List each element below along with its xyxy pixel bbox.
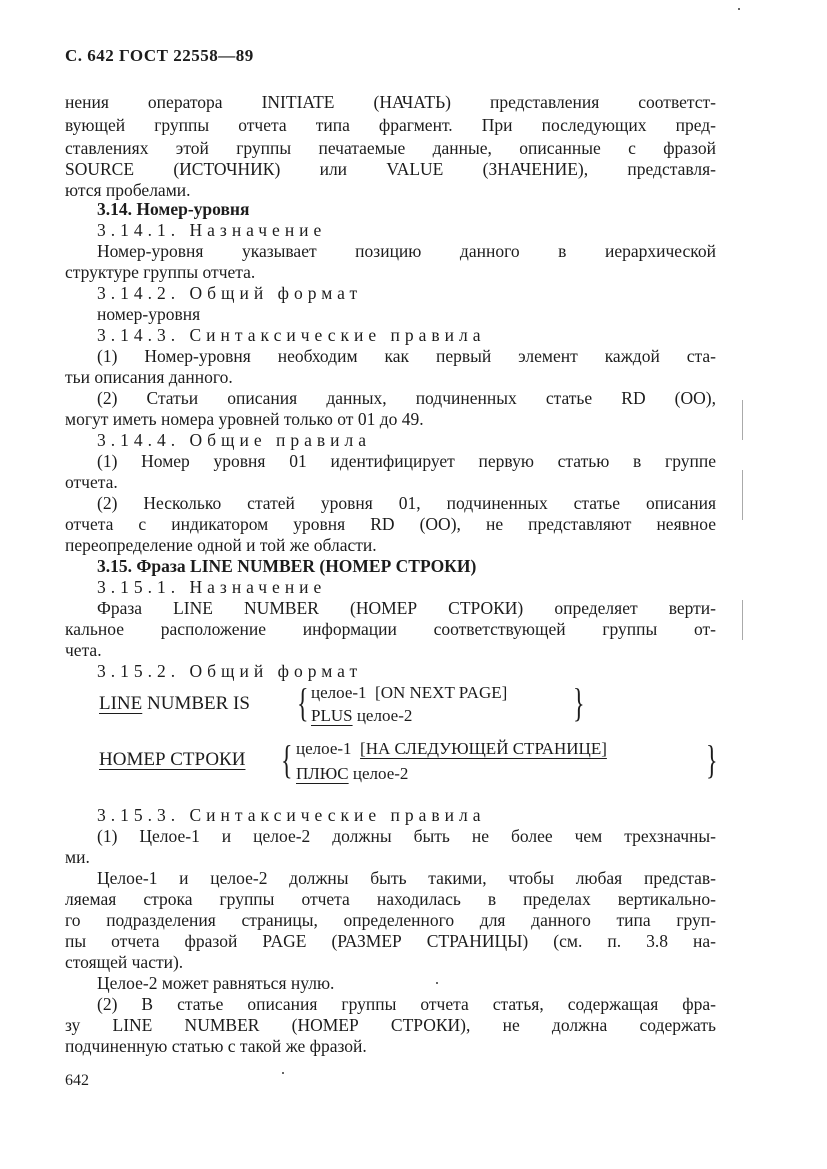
body-line: ми.	[65, 847, 90, 867]
scan-edge-mark	[742, 600, 743, 640]
format-ru-plus: ПЛЮС	[296, 764, 349, 783]
body-line: (2) Несколько статей уровня 01, подчиненных статье описания	[97, 493, 716, 513]
body-line: Целое-1 и целое-2 должны быть такими, чтобы любая представ-	[97, 868, 716, 888]
body-line: тьи описания данного.	[65, 367, 233, 387]
body-line: ются пробелами.	[65, 180, 191, 200]
body-line: (1) Номер уровня 01 идентифицирует первую статью в группе	[97, 451, 716, 471]
scan-edge-mark	[742, 470, 743, 520]
body-line: ляемая строка группы отчета находилась в пределах вертикально-	[65, 889, 716, 909]
scan-speck	[282, 1072, 284, 1074]
body-line: (1) Номер-уровня необходим как первый элемент каждой ста-	[97, 346, 716, 366]
body-line: отчета с индикатором уровня RD (ОО), не представляют неявное	[65, 514, 716, 534]
format-en-plus: PLUS	[311, 706, 353, 725]
body-line: Фраза LINE NUMBER (НОМЕР СТРОКИ) определяет верти-	[97, 598, 716, 618]
format-ru-option2	[296, 764, 408, 784]
right-brace: }	[573, 680, 585, 725]
subsection-heading: 3.14.1. Назначение	[97, 220, 327, 240]
format-en-int2: целое-2	[352, 706, 413, 725]
subsection-heading: 3.14.4. Общие правила	[97, 430, 372, 450]
format-en-line-kw: LINE	[99, 693, 143, 714]
body-line: номер-уровня	[97, 304, 201, 324]
format-en-bracket: [ON NEXT PAGE]	[375, 683, 508, 702]
body-line: Целое-2 может равняться нулю.	[97, 973, 335, 993]
left-brace: {	[297, 680, 309, 725]
subsection-heading: 3.15.1. Назначение	[97, 577, 327, 597]
body-line: Номер-уровня указывает позицию данного в иерархической	[97, 241, 716, 261]
body-line: вующей группы отчета типа фрагмент. При последующих пред-	[65, 115, 716, 135]
format-en-keyword	[99, 693, 250, 715]
left-brace: {	[281, 737, 293, 782]
format-en-int1: целое-1	[311, 683, 367, 702]
format-ru-keyword: НОМЕР СТРОКИ	[99, 749, 246, 770]
body-line: переопределение одной и той же области.	[65, 535, 377, 555]
section-heading: 3.14. Номер-уровня	[97, 199, 250, 219]
body-line: чета.	[65, 640, 102, 660]
scan-speck	[436, 982, 438, 984]
body-line: кальное расположение информации соответствующей группы от-	[65, 619, 716, 639]
format-ru-int1: целое-1	[296, 739, 352, 758]
body-line: могут иметь номера уровней только от 01 до 49.	[65, 409, 424, 429]
body-line: отчета.	[65, 472, 118, 492]
body-line: (1) Целое-1 и целое-2 должны быть не более чем трехзначны-	[97, 826, 716, 846]
body-line: (2) Статьи описания данных, подчиненных статье RD (ОО),	[97, 388, 716, 408]
body-line: SOURCE (ИСТОЧНИК) или VALUE (ЗНАЧЕНИЕ), представля-	[65, 159, 716, 179]
subsection-heading: 3.15.2. Общий формат	[97, 661, 363, 681]
subsection-heading: 3.14.3. Синтаксические правила	[97, 325, 486, 345]
right-brace: }	[706, 737, 718, 782]
format-ru-int2: целое-2	[348, 764, 409, 783]
body-line: стоящей части).	[65, 952, 184, 972]
section-heading: 3.15. Фраза LINE NUMBER (НОМЕР СТРОКИ)	[97, 556, 477, 576]
body-line: нения оператора INITIATE (НАЧАТЬ) представления соответст-	[65, 92, 716, 112]
format-ru-option1	[296, 739, 607, 759]
body-line: структуре группы отчета.	[65, 262, 256, 282]
body-line: го подразделения страницы, определенного для данного типа груп-	[65, 910, 716, 930]
subsection-heading: 3.15.3. Синтаксические правила	[97, 805, 486, 825]
page-number: 642	[65, 1072, 89, 1089]
body-line: ставлениях этой группы печатаемые данные, описанные с фразой	[65, 138, 716, 158]
body-line: пы отчета фразой PAGE (РАЗМЕР СТРАНИЦЫ) (см. п. 3.8 на-	[65, 931, 716, 951]
format-ru-bracket: [НА СЛЕДУЮЩЕЙ СТРАНИЦЕ]	[360, 739, 607, 758]
format-en-rest: NUMBER IS	[142, 693, 250, 714]
format-en-option2	[311, 706, 412, 726]
format-en-option1	[311, 683, 507, 703]
subsection-heading: 3.14.2. Общий формат	[97, 283, 363, 303]
scan-edge-mark	[742, 400, 743, 440]
scan-speck	[738, 8, 740, 10]
body-line: зу LINE NUMBER (НОМЕР СТРОКИ), не должна содержать	[65, 1015, 716, 1035]
body-line: (2) В статье описания группы отчета статья, содержащая фра-	[97, 994, 716, 1014]
body-line: подчиненную статью с такой же фразой.	[65, 1036, 367, 1056]
page-header: С. 642 ГОСТ 22558—89	[65, 46, 254, 65]
